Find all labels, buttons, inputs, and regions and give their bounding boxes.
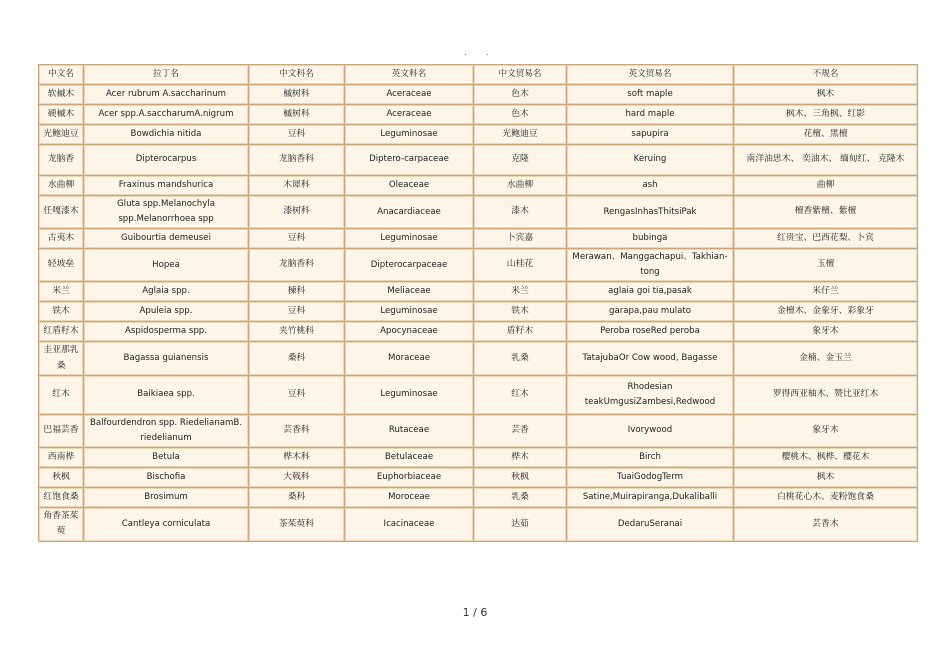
table-cell: Dipterocarpaceae — [345, 249, 473, 281]
table-row — [39, 176, 917, 195]
table-row — [39, 125, 917, 144]
table-cell: Brosimum — [84, 488, 248, 507]
table-cell: Oleaceae — [345, 176, 473, 195]
table-cell: Meliaceae — [345, 282, 473, 301]
table-cell: Hopea — [84, 249, 248, 281]
table-cell: Betulaceae — [345, 448, 473, 467]
table-cell: 夹竹桃科 — [249, 322, 344, 341]
table-cell: Guibourtia demeusei — [84, 229, 248, 248]
table-row — [39, 105, 917, 124]
table-cell: Acer spp.A.saccharumA.nigrum — [84, 105, 248, 124]
table-cell: 芸香科 — [249, 415, 344, 447]
table-cell: 秋枫 — [474, 468, 566, 487]
table-cell: Merawan、Manggachapui、Takhian-tong — [567, 249, 733, 281]
table-cell: 红木 — [39, 376, 83, 414]
table-cell: Gluta spp.Melanochyla spp.Melanorrhoea spp — [84, 196, 248, 228]
header-cell: 不规名 — [734, 65, 917, 84]
table-cell: 南洋油思木、 奕油木、 缅甸红、 克隆木 — [734, 145, 917, 175]
table-cell: 卜宾嘉 — [474, 229, 566, 248]
table-cell: 龙脑香科 — [249, 249, 344, 281]
header-cell: 英文科名 — [345, 65, 473, 84]
table-cell: Aspidosperma spp. — [84, 322, 248, 341]
table-cell: Moraceae — [345, 342, 473, 375]
table-row — [39, 342, 917, 375]
table-row — [39, 468, 917, 487]
table-cell: bubinga — [567, 229, 733, 248]
table-cell: 芸香木 — [734, 508, 917, 541]
table-cell: 米兰 — [474, 282, 566, 301]
header-row — [39, 65, 917, 84]
table-cell: 米兰 — [39, 282, 83, 301]
table-row — [39, 145, 917, 175]
table-cell: garapa,pau mulato — [567, 302, 733, 321]
table-row — [39, 488, 917, 507]
table-cell: Leguminosae — [345, 125, 473, 144]
table-cell: Rutaceae — [345, 415, 473, 447]
table-cell: RengasInhasThitsiPak — [567, 196, 733, 228]
table-cell: sapupira — [567, 125, 733, 144]
table-cell: 任嘎漆木 — [39, 196, 83, 228]
table-cell: 光鲍迪豆 — [39, 125, 83, 144]
table-cell: Fraxinus mandshurica — [84, 176, 248, 195]
table-cell: 红木 — [474, 376, 566, 414]
table-cell: 达茹 — [474, 508, 566, 541]
table-cell: Diptero-carpaceae — [345, 145, 473, 175]
table-cell: TuaiGodogTerm — [567, 468, 733, 487]
table-cell: Peroba roseRed peroba — [567, 322, 733, 341]
table-cell: 豆科 — [249, 229, 344, 248]
table-cell: 木犀科 — [249, 176, 344, 195]
table-row — [39, 508, 917, 541]
table-cell: 山桂花 — [474, 249, 566, 281]
table-cell: Bowdichia nitida — [84, 125, 248, 144]
table-cell: 漆树科 — [249, 196, 344, 228]
table-cell: Birch — [567, 448, 733, 467]
table-cell: Baikiaea spp. — [84, 376, 248, 414]
table-cell: 龙脑香科 — [249, 145, 344, 175]
table-cell: 乳桑 — [474, 488, 566, 507]
header-cell: 中文科名 — [249, 65, 344, 84]
table-cell: 乳桑 — [474, 342, 566, 375]
table-cell: 樱桃木、枫桦、樱花木 — [734, 448, 917, 467]
table-cell: Leguminosae — [345, 302, 473, 321]
table-cell: 龙脑香 — [39, 145, 83, 175]
table-cell: Icacinaceae — [345, 508, 473, 541]
table-cell: 角香茶茱萸 — [39, 508, 83, 541]
table-cell: Satine,Muirapiranga,Dukaliballi — [567, 488, 733, 507]
table-cell: hard maple — [567, 105, 733, 124]
table-cell: 曲柳 — [734, 176, 917, 195]
table-cell: 芸香 — [474, 415, 566, 447]
table-cell: 茶茱萸科 — [249, 508, 344, 541]
header-cell: 中文名 — [39, 65, 83, 84]
table-cell: 水曲柳 — [39, 176, 83, 195]
table-cell: Rhodesian teakUmgusiZambesi,Redwood — [567, 376, 733, 414]
table-cell: 桑科 — [249, 342, 344, 375]
table-cell: Leguminosae — [345, 229, 473, 248]
table-row — [39, 249, 917, 281]
table-cell: Anacardiaceae — [345, 196, 473, 228]
header-cell: 中文贸易名 — [474, 65, 566, 84]
table-cell: 红盾籽木 — [39, 322, 83, 341]
timber-names-table — [38, 64, 918, 542]
table-cell: TatajubaOr Cow wood, Bagasse — [567, 342, 733, 375]
table-cell: Cantleya corniculata — [84, 508, 248, 541]
timber-table-wrapper — [38, 64, 910, 542]
table-cell: Keruing — [567, 145, 733, 175]
page-number: 1 / 6 — [462, 606, 488, 619]
table-cell: 西南桦 — [39, 448, 83, 467]
table-cell: 色木 — [474, 105, 566, 124]
table-cell: Apuleia spp. — [84, 302, 248, 321]
table-cell: 盾籽木 — [474, 322, 566, 341]
table-row — [39, 282, 917, 301]
table-cell: Aceraceae — [345, 105, 473, 124]
table-cell: 枫木、三角枫、红影 — [734, 105, 917, 124]
table-cell: 桦木科 — [249, 448, 344, 467]
table-cell: 圭亚那乳桑 — [39, 342, 83, 375]
table-row — [39, 448, 917, 467]
table-row — [39, 302, 917, 321]
table-cell: 金檀木、金象牙、彩象牙 — [734, 302, 917, 321]
table-cell: ash — [567, 176, 733, 195]
table-cell: 软槭木 — [39, 85, 83, 104]
table-cell: 硬槭木 — [39, 105, 83, 124]
table-row — [39, 229, 917, 248]
table-cell: 色木 — [474, 85, 566, 104]
table-cell: 槭树科 — [249, 85, 344, 104]
table-cell: 红饱食桑 — [39, 488, 83, 507]
table-cell: 克隆 — [474, 145, 566, 175]
table-cell: 桦木 — [474, 448, 566, 467]
table-body — [39, 65, 917, 541]
table-cell: Dipterocarpus — [84, 145, 248, 175]
table-cell: 水曲柳 — [474, 176, 566, 195]
table-cell: 铁木 — [39, 302, 83, 321]
table-cell: 槭树科 — [249, 105, 344, 124]
table-cell: 铁木 — [474, 302, 566, 321]
table-cell: Bischofia — [84, 468, 248, 487]
table-cell: Aceraceae — [345, 85, 473, 104]
table-cell: Aglaia spp. — [84, 282, 248, 301]
table-row — [39, 85, 917, 104]
table-cell: 秋枫 — [39, 468, 83, 487]
table-row — [39, 376, 917, 414]
table-cell: Apocynaceae — [345, 322, 473, 341]
table-cell: 象牙木 — [734, 322, 917, 341]
table-cell: 罗得西亚柚木、赞比亚红木 — [734, 376, 917, 414]
top-marks: . . — [464, 48, 497, 58]
table-cell: Euphorbiaceae — [345, 468, 473, 487]
table-cell: 米仔兰 — [734, 282, 917, 301]
table-cell: 檀香紫檀、紫檀 — [734, 196, 917, 228]
table-cell: DedaruSeranai — [567, 508, 733, 541]
table-cell: Acer rubrum A.saccharinum — [84, 85, 248, 104]
header-cell: 拉丁名 — [84, 65, 248, 84]
table-cell: Moroceae — [345, 488, 473, 507]
table-cell: 象牙木 — [734, 415, 917, 447]
table-cell: Bagassa guianensis — [84, 342, 248, 375]
table-cell: 玉檀 — [734, 249, 917, 281]
table-cell: 枫木 — [734, 468, 917, 487]
header-cell: 英文贸易名 — [567, 65, 733, 84]
table-cell: 桑科 — [249, 488, 344, 507]
table-cell: 豆科 — [249, 125, 344, 144]
table-cell: soft maple — [567, 85, 733, 104]
table-cell: 古夷木 — [39, 229, 83, 248]
table-cell: 豆科 — [249, 302, 344, 321]
table-row — [39, 322, 917, 341]
table-cell: 巴福芸香 — [39, 415, 83, 447]
table-cell: 金楠、金玉兰 — [734, 342, 917, 375]
table-cell: 光鲍迪豆 — [474, 125, 566, 144]
table-cell: Betula — [84, 448, 248, 467]
table-row — [39, 415, 917, 447]
table-cell: 枫木 — [734, 85, 917, 104]
table-cell: aglaia goi tia,pasak — [567, 282, 733, 301]
table-cell: 白桃花心木、麦粉饱食桑 — [734, 488, 917, 507]
table-cell: Ivorywood — [567, 415, 733, 447]
table-cell: 红贵宝、巴西花梨、卜宾 — [734, 229, 917, 248]
table-row — [39, 196, 917, 228]
table-cell: Balfourdendron spp. RiedelianamB. riedelianum — [84, 415, 248, 447]
table-cell: 大戟科 — [249, 468, 344, 487]
table-cell: 楝科 — [249, 282, 344, 301]
table-cell: 漆木 — [474, 196, 566, 228]
table-cell: 豆科 — [249, 376, 344, 414]
table-cell: 轻坡垒 — [39, 249, 83, 281]
table-cell: 花檀、黑檀 — [734, 125, 917, 144]
table-cell: Leguminosae — [345, 376, 473, 414]
